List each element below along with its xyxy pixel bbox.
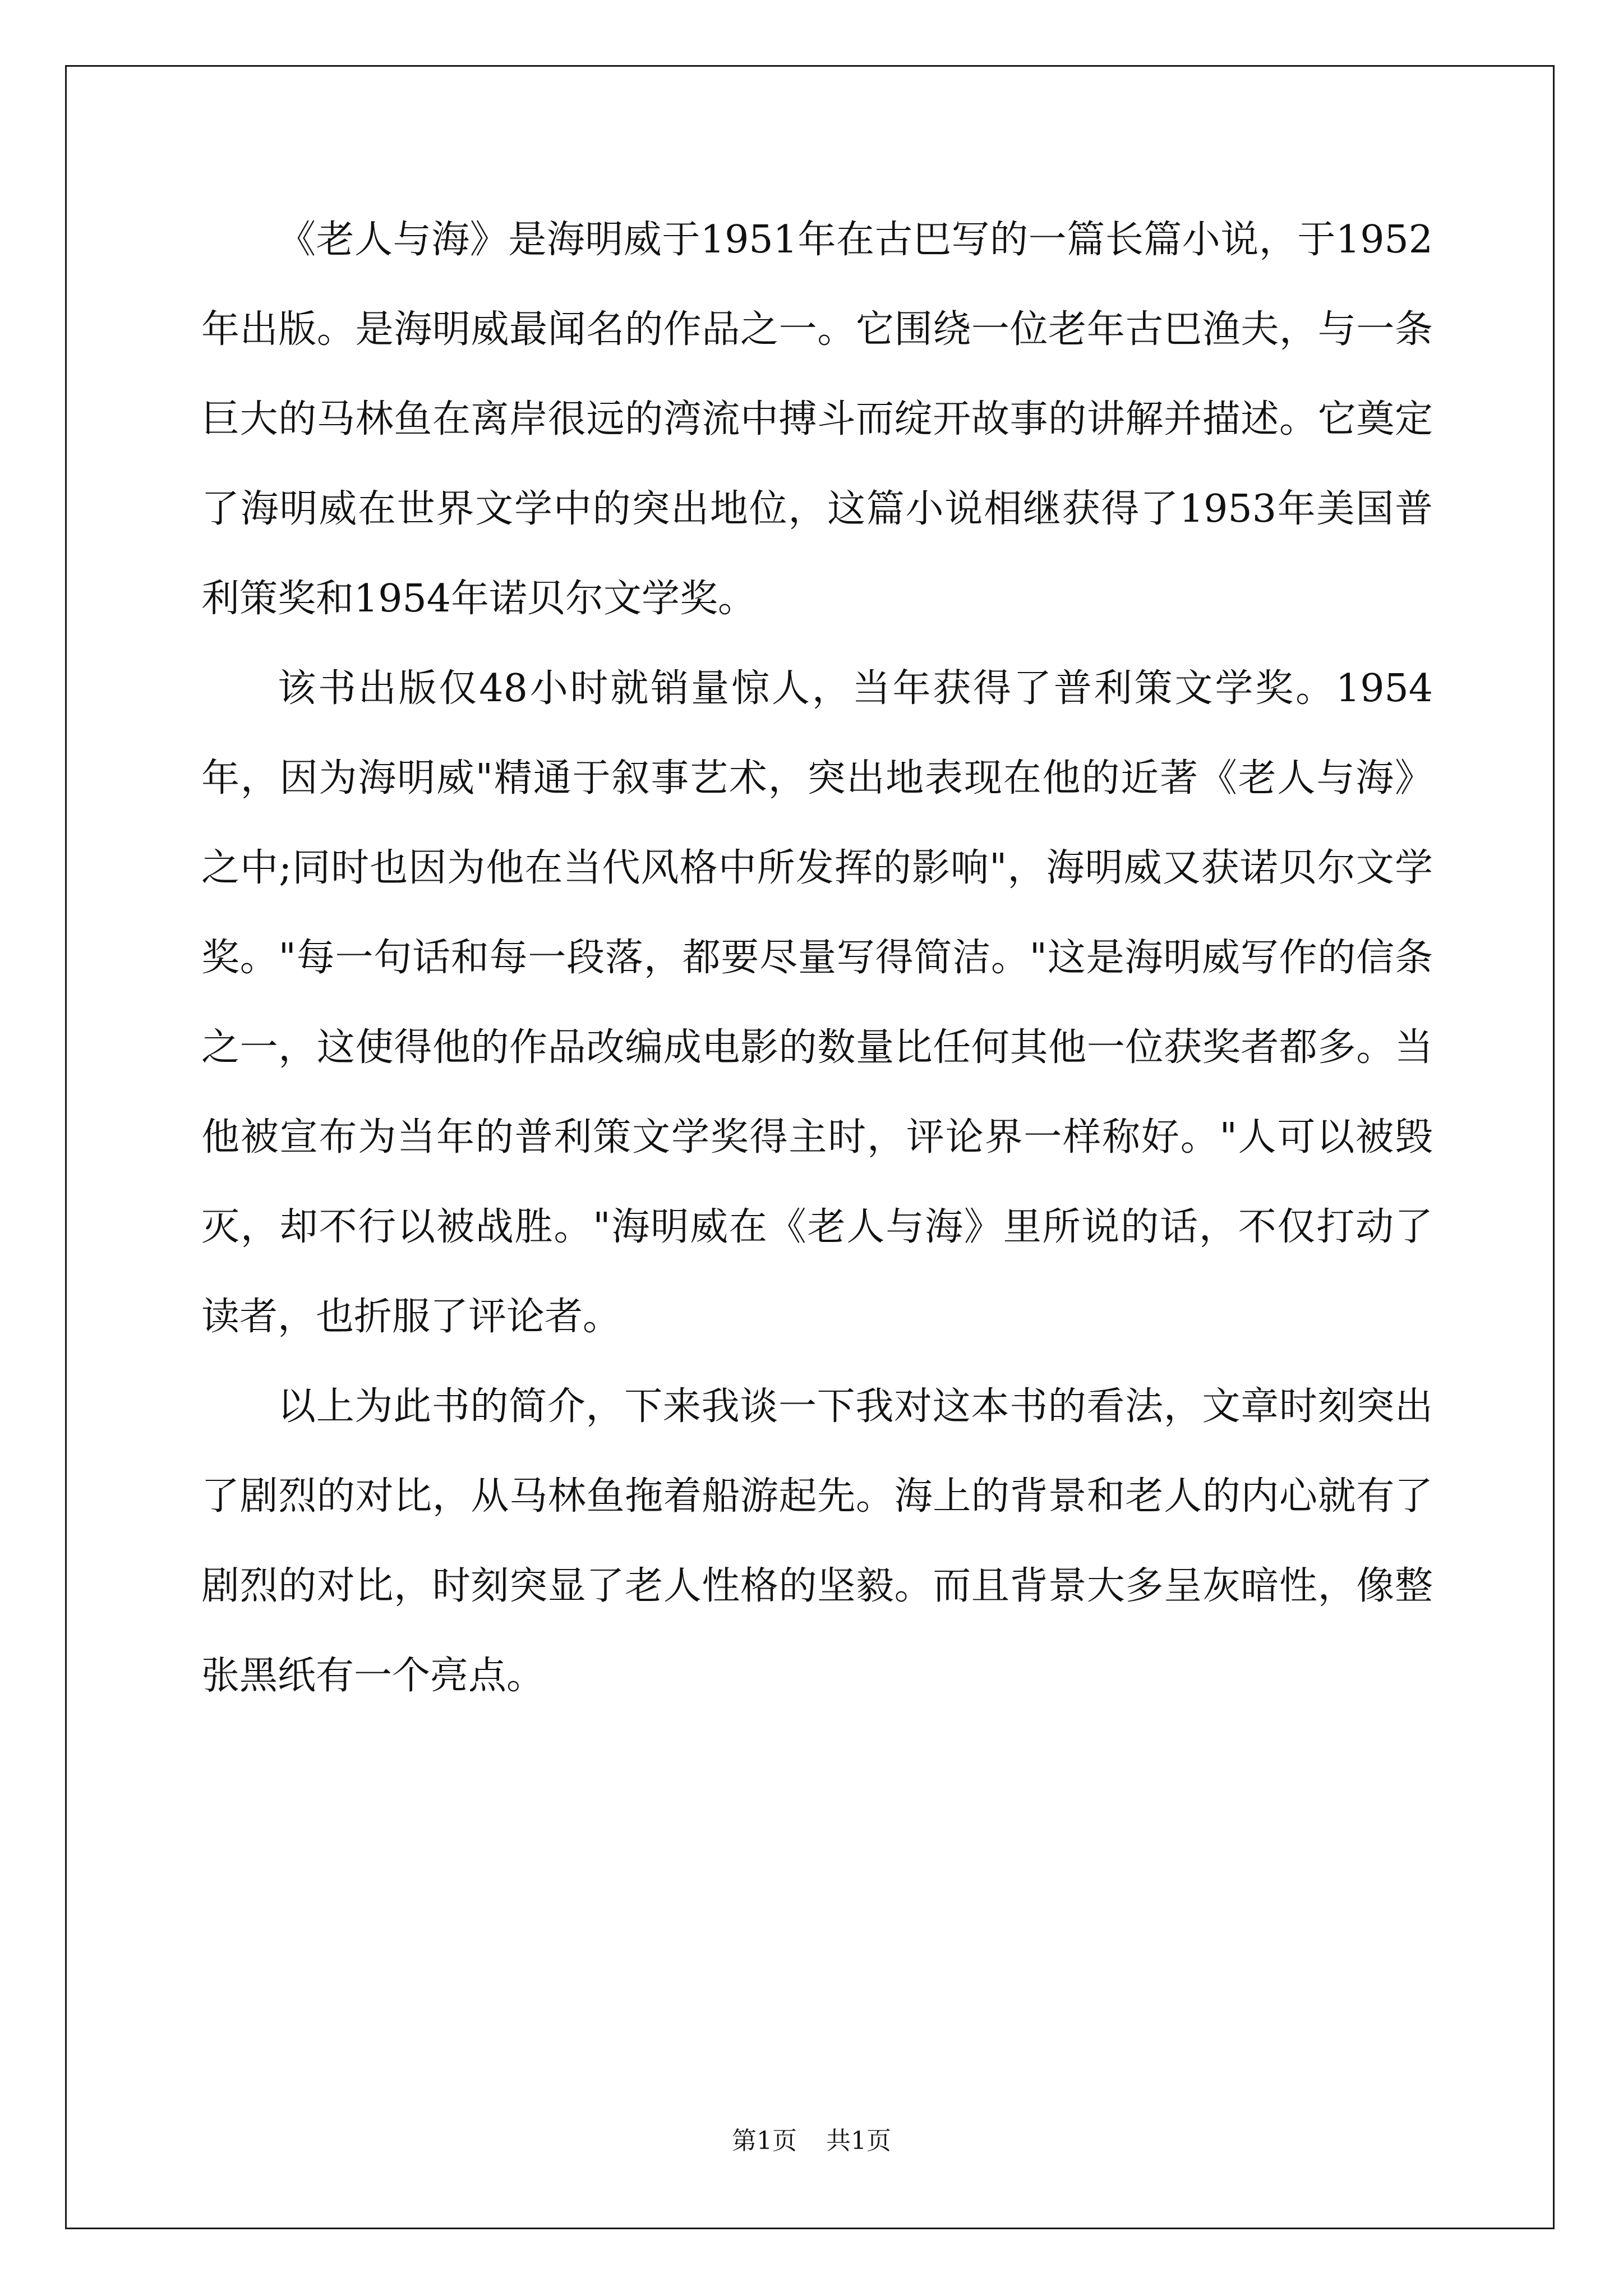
paragraph-intro: 《老人与海》是海明威于1951年在古巴写的一篇长篇小说，于1952年出版。是海明威最闻名的作品之一。它围绕一位老年古巴渔夫，与一条巨大的马林鱼在离岸很远的湾流中搏斗而绽开故事的讲解并描述。它奠定了海明威在世界文学中的突出地位，这篇小说相继获得了1953年美国普利策奖和1954年诺贝尔文学奖。: [201, 218, 1433, 621]
page-footer: [0, 2120, 1623, 2156]
paragraph-opinion: 以上为此书的简介，下来我谈一下我对这本书的看法，文章时刻突出了剧烈的对比，从马林鱼拖着船游起先。海上的背景和老人的内心就有了剧烈的对比，时刻突显了老人性格的坚毅。而且背景大多呈灰暗性，像整张黑纸有一个亮点。: [201, 1384, 1433, 1698]
document-body: [201, 195, 1433, 1721]
page-number: 第1页: [732, 2127, 797, 2155]
paragraph-awards: 该书出版仅48小时就销量惊人，当年获得了普利策文学奖。1954年，因为海明威"精通于叙事艺术，突出地表现在他的近著《老人与海》之中;同时也因为他在当代风格中所发挥的影响"，海明威又获诺贝尔文学奖。"每一句话和每一段落，都要尽量写得简洁。"这是海明威写作的信条之一，这使得他的作品改编成电影的数量比任何其他一位获奖者都多。当他被宣布为当年的普利策文学奖得主时，评论界一样称好。"人可以被毁灭，却不行以被战胜。"海明威在《老人与海》里所说的话，不仅打动了读者，也折服了评论者。: [201, 666, 1433, 1339]
page-total: 共1页: [826, 2127, 891, 2155]
